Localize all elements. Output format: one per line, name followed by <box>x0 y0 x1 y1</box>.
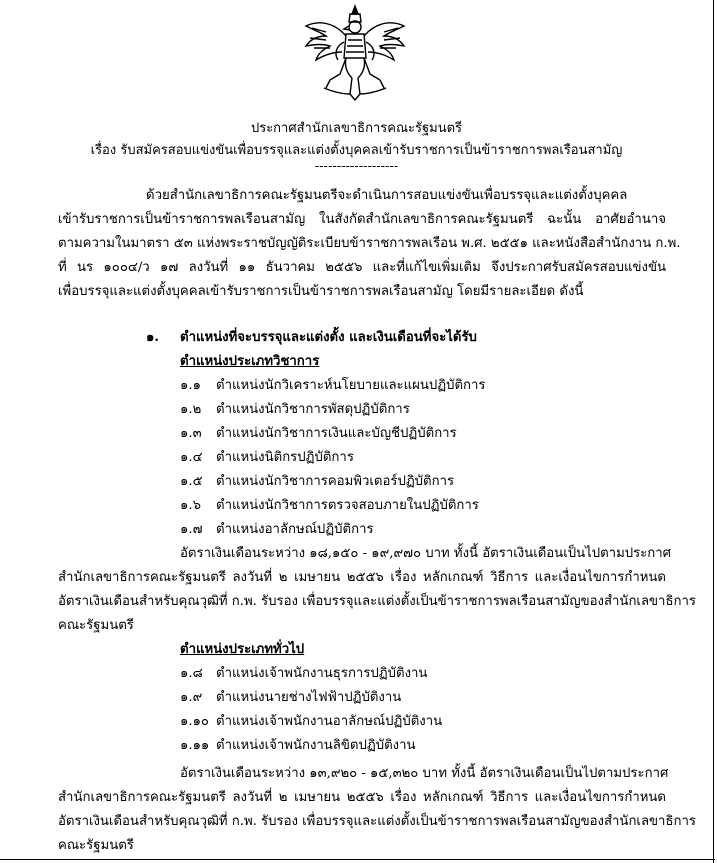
list-item <box>180 400 410 420</box>
salary-line: สำนักเลขาธิการคณะรัฐมนตรี ลงวันที่ ๒ เมษายน ๒๕๕๖ เรื่อง หลักเกณฑ์ วิธีการ และเงื่อนไขการกำหนด <box>58 570 666 585</box>
item-label: ตำแหน่งเจ้าพนักงานอาลักษณ์ปฏิบัติงาน <box>216 714 443 729</box>
item-label: ตำแหน่งเจ้าพนักงานลิขิตปฏิบัติงาน <box>216 738 416 753</box>
item-number: ๑.๔ <box>180 450 203 465</box>
list-item <box>180 496 479 516</box>
list-item <box>180 424 457 444</box>
item-number: ๑.๘ <box>180 666 203 681</box>
document-title: ประกาศสำนักเลขาธิการคณะรัฐมนตรี <box>250 121 463 136</box>
intro-line: ด้วยสำนักเลขาธิการคณะรัฐมนตรีจะดำเนินการสอบแข่งขันเพื่อบรรจุและแต่งตั้งบุคคล <box>146 188 628 203</box>
salary-line: คณะรัฐมนตรี <box>58 838 134 853</box>
general-heading: ตำแหน่งประเภททั่วไป <box>180 642 305 657</box>
intro-line: ที่ นร ๑๐๐๔/ว ๑๗ ลงวันที่ ๑๑ ธันวาคม ๒๕๕๖ และที่แก้ไขเพิ่มเติม จึงประกาศรับสมัครสอบแข่งขัน <box>58 260 666 275</box>
list-item <box>180 712 442 732</box>
item-number: ๑.๕ <box>180 474 203 489</box>
section-heading: ตำแหน่งที่จะบรรจุและแต่งตั้ง และเงินเดือนที่จะได้รับ <box>180 330 477 345</box>
list-item <box>180 472 454 492</box>
page-border-bottom <box>0 859 715 860</box>
salary-line: อัตราเงินเดือนสำหรับคุณวุฒิที่ ก.พ. รับรอง เพื่อบรรจุและแต่งตั้งเป็นข้าราชการพลเรือนสามัญของสำนักเลขาธิการ <box>58 594 696 609</box>
item-label: ตำแหน่งนักวิชาการตรวจสอบภายในปฏิบัติการ <box>216 498 479 513</box>
item-number: ๑.๗ <box>180 522 203 537</box>
item-label: ตำแหน่งอาลักษณ์ปฏิบัติการ <box>216 522 374 537</box>
salary-line: อัตราเงินเดือนระหว่าง ๑๘,๑๕๐ - ๑๙,๙๗๐ บาท ทั้งนี้ อัตราเงินเดือนเป็นไปตามประกาศ <box>180 546 672 561</box>
item-number: ๑.๓ <box>180 426 202 441</box>
item-label: ตำแหน่งนักวิชาการพัสดุปฏิบัติการ <box>216 402 410 417</box>
page-border-right <box>713 0 714 863</box>
salary-line: อัตราเงินเดือนสำหรับคุณวุฒิที่ ก.พ. รับรอง เพื่อบรรจุและแต่งตั้งเป็นข้าราชการพลเรือนสามัญของสำนักเลขาธิการ <box>58 814 696 829</box>
document-subject: เรื่อง รับสมัครสอบแข่งขันเพื่อบรรจุและแต่งตั้งบุคคลเข้ารับราชการเป็นข้าราชการพลเรือนสามัญ <box>90 143 623 158</box>
salary-line: สำนักเลขาธิการคณะรัฐมนตรี ลงวันที่ ๒ เมษายน ๒๕๕๖ เรื่อง หลักเกณฑ์ วิธีการ และเงื่อนไขการกำหนด <box>58 790 666 805</box>
academic-heading: ตำแหน่งประเภทวิชาการ <box>180 354 320 369</box>
salary-line: คณะรัฐมนตรี <box>58 618 134 633</box>
item-label: ตำแหน่งนายช่างไฟฟ้าปฏิบัติงาน <box>216 690 402 705</box>
list-item <box>180 664 427 684</box>
item-number: ๑.๑๐ <box>180 714 209 729</box>
item-number: ๑.๑๑ <box>180 738 210 753</box>
list-item <box>180 520 374 540</box>
item-label: ตำแหน่งนักวิเคราะห์นโยบายและแผนปฏิบัติการ <box>216 378 486 393</box>
item-number: ๑.๙ <box>180 690 203 705</box>
list-item <box>180 448 354 468</box>
item-label: ตำแหน่งนักวิชาการเงินและบัญชีปฏิบัติการ <box>216 426 457 441</box>
intro-line: เข้ารับราชการเป็นข้าราชการพลเรือนสามัญ ในสังกัดสำนักเลขาธิการคณะรัฐมนตรี ฉะนั้น อาศัยอำนาจ <box>58 212 666 227</box>
salary-line: อัตราเงินเดือนระหว่าง ๑๓,๙๒๐ - ๑๕,๓๒๐ บาท ทั้งนี้ อัตราเงินเดือนเป็นไปตามประกาศ <box>180 766 669 781</box>
garuda-emblem-icon <box>300 2 410 102</box>
item-label: ตำแหน่งนักวิชาการคอมพิวเตอร์ปฏิบัติการ <box>216 474 455 489</box>
list-item <box>180 736 416 756</box>
item-label: ตำแหน่งนิติกรปฏิบัติการ <box>216 450 354 465</box>
section-number: ๑. <box>146 330 159 345</box>
list-item <box>180 376 485 396</box>
intro-line: เพื่อบรรจุและแต่งตั้งบุคคลเข้ารับราชการเป็นข้าราชการพลเรือนสามัญ โดยมีรายละเอียด ดังนี้ <box>58 284 584 299</box>
title-divider: ------------------- <box>314 159 399 174</box>
item-number: ๑.๖ <box>180 498 201 513</box>
item-label: ตำแหน่งเจ้าพนักงานธุรการปฏิบัติงาน <box>216 666 428 681</box>
item-number: ๑.๑ <box>180 378 201 393</box>
list-item <box>180 688 401 708</box>
intro-line: ตามความในมาตรา ๕๓ แห่งพระราชบัญญัติระเบียบข้าราชการพลเรือน พ.ศ. ๒๕๕๑ และหนังสือสำนักงาน ก.พ. <box>58 236 681 251</box>
item-number: ๑.๒ <box>180 402 202 417</box>
